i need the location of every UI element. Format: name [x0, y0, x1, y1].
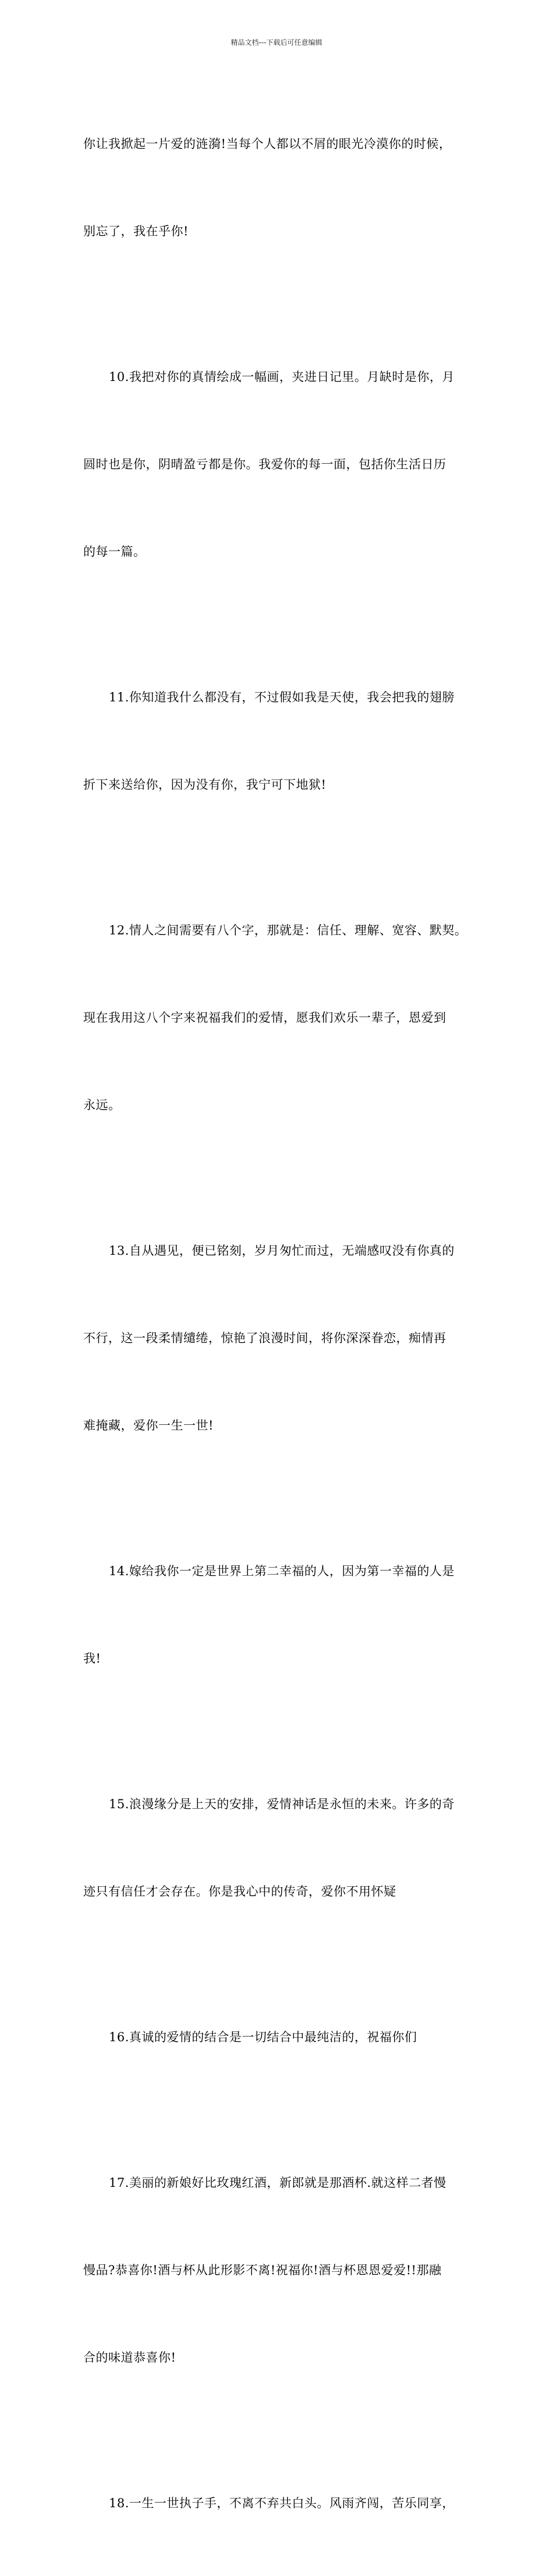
text-line: 13.自从遇见，便已铭刻，岁月匆忙而过，无端感叹没有你真的: [109, 1244, 455, 1258]
text-line: 12.情人之间需要有八个字，那就是：信任、理解、宽容、默契。: [109, 923, 467, 937]
text-line: 永远。: [83, 1098, 121, 1112]
paragraph: [83, 1498, 479, 1731]
text-line: 圆时也是你，阴晴盈亏都是你。我爱你的每一面，包括你生活日历: [83, 457, 446, 471]
text-line: 16.真诚的爱情的结合是一切结合中最纯洁的，祝福你们: [109, 2030, 417, 2044]
text-line: 难掩藏，爱你一生一世!: [83, 1418, 214, 1432]
page-header: 精品文档---下载后可任意编辑: [231, 38, 322, 47]
text-line: 15.浪漫缘分是上天的安排，爱情神话是永恒的未来。许多的奇: [109, 1797, 455, 1811]
document-body: [83, 71, 479, 2576]
text-line: 的每一篇。: [83, 545, 146, 559]
text-line: 现在我用这八个字来祝福我们的爱情，愿我们欢乐一辈子，恩爱到: [83, 1011, 446, 1025]
paragraph: [83, 71, 479, 304]
paragraph: [83, 858, 479, 1178]
text-line: 迹只有信任才会存在。你是我心中的传奇，爱你不用怀疑: [83, 1885, 396, 1899]
paragraph: [83, 624, 479, 858]
text-line: 不行，这一段柔情缱绻，惊艳了浪漫时间，将你深深眷恋，痴情再: [83, 1331, 446, 1345]
text-line: 我!: [83, 1652, 101, 1665]
text-line: 17.美丽的新娘好比玫瑰红酒，新郎就是那酒杯.就这样二者慢: [109, 2176, 446, 2190]
paragraph: [83, 2430, 479, 2576]
text-line: 别忘了，我在乎你!: [83, 224, 189, 238]
paragraph: [83, 304, 479, 624]
text-line: 18.一生一世执子手，不离不弃共白头。风雨齐闯，苦乐同享，: [109, 2496, 455, 2510]
text-line: 合的味道恭喜你!: [83, 2351, 176, 2365]
paragraph: [83, 1964, 479, 2110]
text-line: 10.我把对你的真情绘成一幅画，夹进日记里。月缺时是你，月: [109, 370, 455, 384]
text-line: 你让我掀起一片爱的涟漪!当每个人都以不屑的眼光冷漠你的时候，: [83, 137, 452, 151]
text-line: 14.嫁给我你一定是世界上第二幸福的人，因为第一幸福的人是: [109, 1564, 455, 1578]
text-line: 11.你知道我什么都没有，不过假如我是天使，我会把我的翅膀: [109, 690, 455, 704]
text-line: 慢品?恭喜你!酒与杯从此形影不离!祝福你!酒与杯恩恩爱爱!!那融: [83, 2263, 442, 2277]
text-line: 折下来送给你，因为没有你，我宁可下地狱!: [83, 778, 327, 792]
paragraph: [83, 2110, 479, 2430]
paragraph: [83, 1178, 479, 1498]
paragraph: [83, 1731, 479, 1964]
